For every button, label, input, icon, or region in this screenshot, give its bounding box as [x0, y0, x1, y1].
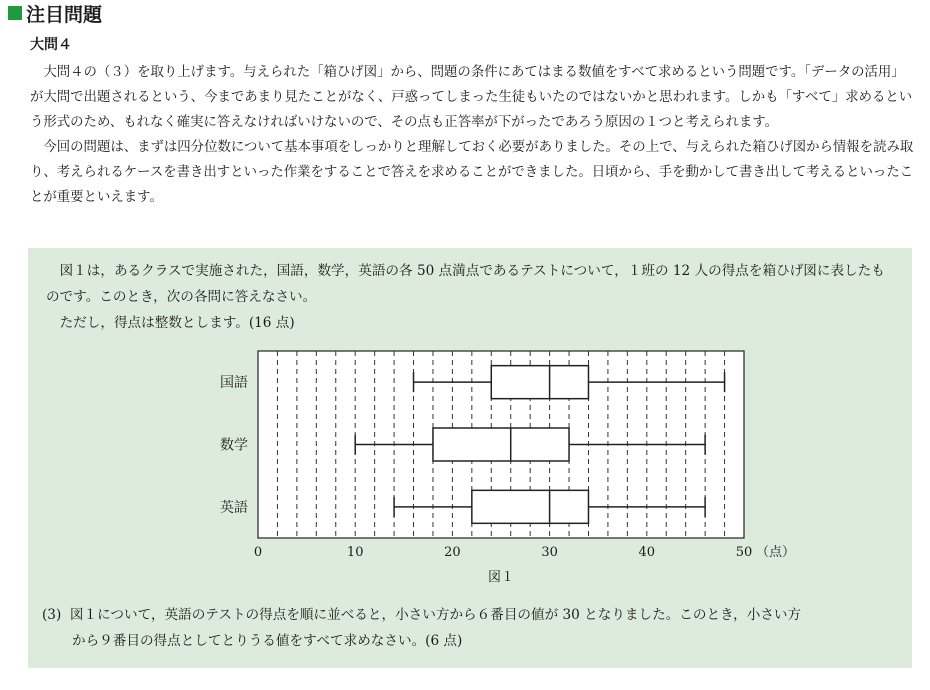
intro-paragraph-1: 大問４の（３）を取り上げます。与えられた「箱ひげ図」から、問題の条件にあてはまる数値をすべて求めるという問題です。「データの活用」が大問で出題されるという、今まであまり見たことがなく、戸惑ってしまった生徒もいたのではないかと思われます。しかも「すべて」求めるという形式のため、もれなく確実に答えなければいけないので、その点も正答率が下がったであろう原因の１つと考えられます。 [30, 65, 913, 130]
problem-statement [46, 258, 896, 336]
problem-number: 大問４ [30, 37, 72, 53]
problem-line-2: ただし，得点は整数とします。(16 点) [59, 315, 295, 331]
category-label: 国語 [220, 375, 248, 392]
box-iqr [472, 490, 589, 523]
intro-paragraph-2: 今回の問題は、まずは四分位数について基本事項をしっかりと理解しておく必要がありました。その上で、与えられた箱ひげ図から情報を読み取り、考えられるケースを書き出すといった作業をすることで答えを求めることができました。日頃から、手を動かして書き出して考えるといったことが重要といえます。 [30, 140, 914, 205]
problem-box [28, 248, 912, 668]
x-tick-label: 0 [253, 545, 263, 560]
x-tick-label: 20 [444, 545, 461, 560]
category-label: 数学 [220, 437, 248, 454]
intro-text [30, 60, 918, 210]
category-label: 英語 [220, 499, 248, 516]
problem-line-1: 図１は，あるクラスで実施された，国語，数学，英語の各 50 点満点であるテストについて，１班の 12 人の得点を箱ひげ図に表したものです。このとき，次の各問に答えなさい。 [46, 263, 885, 305]
boxplot-chart [188, 344, 796, 594]
question-text-1: 図１について，英語のテストの得点を順に並べると，小さい方から６番目の値が 30 となりました。このとき，小さい方 [69, 607, 802, 623]
x-tick-label: 30 [541, 545, 558, 560]
x-tick-label: 10 [346, 545, 364, 560]
question-line-1 [42, 602, 902, 628]
section-title [8, 0, 102, 26]
x-tick-label: 50 [735, 545, 753, 560]
boxplot-figure [188, 344, 796, 594]
question-3 [42, 602, 902, 654]
question-line-2: から９番目の得点としてとりうる値をすべて求めなさい。(6 点) [72, 633, 463, 649]
green-square-icon [8, 6, 22, 20]
x-tick-label: 40 [638, 545, 656, 560]
question-number: (3) [42, 607, 62, 623]
section-title-text: 注目問題 [26, 3, 103, 26]
box-iqr [433, 428, 569, 461]
box-iqr [491, 366, 588, 399]
figure-caption: 図１ [487, 570, 515, 585]
x-unit-label: （点） [756, 545, 796, 560]
